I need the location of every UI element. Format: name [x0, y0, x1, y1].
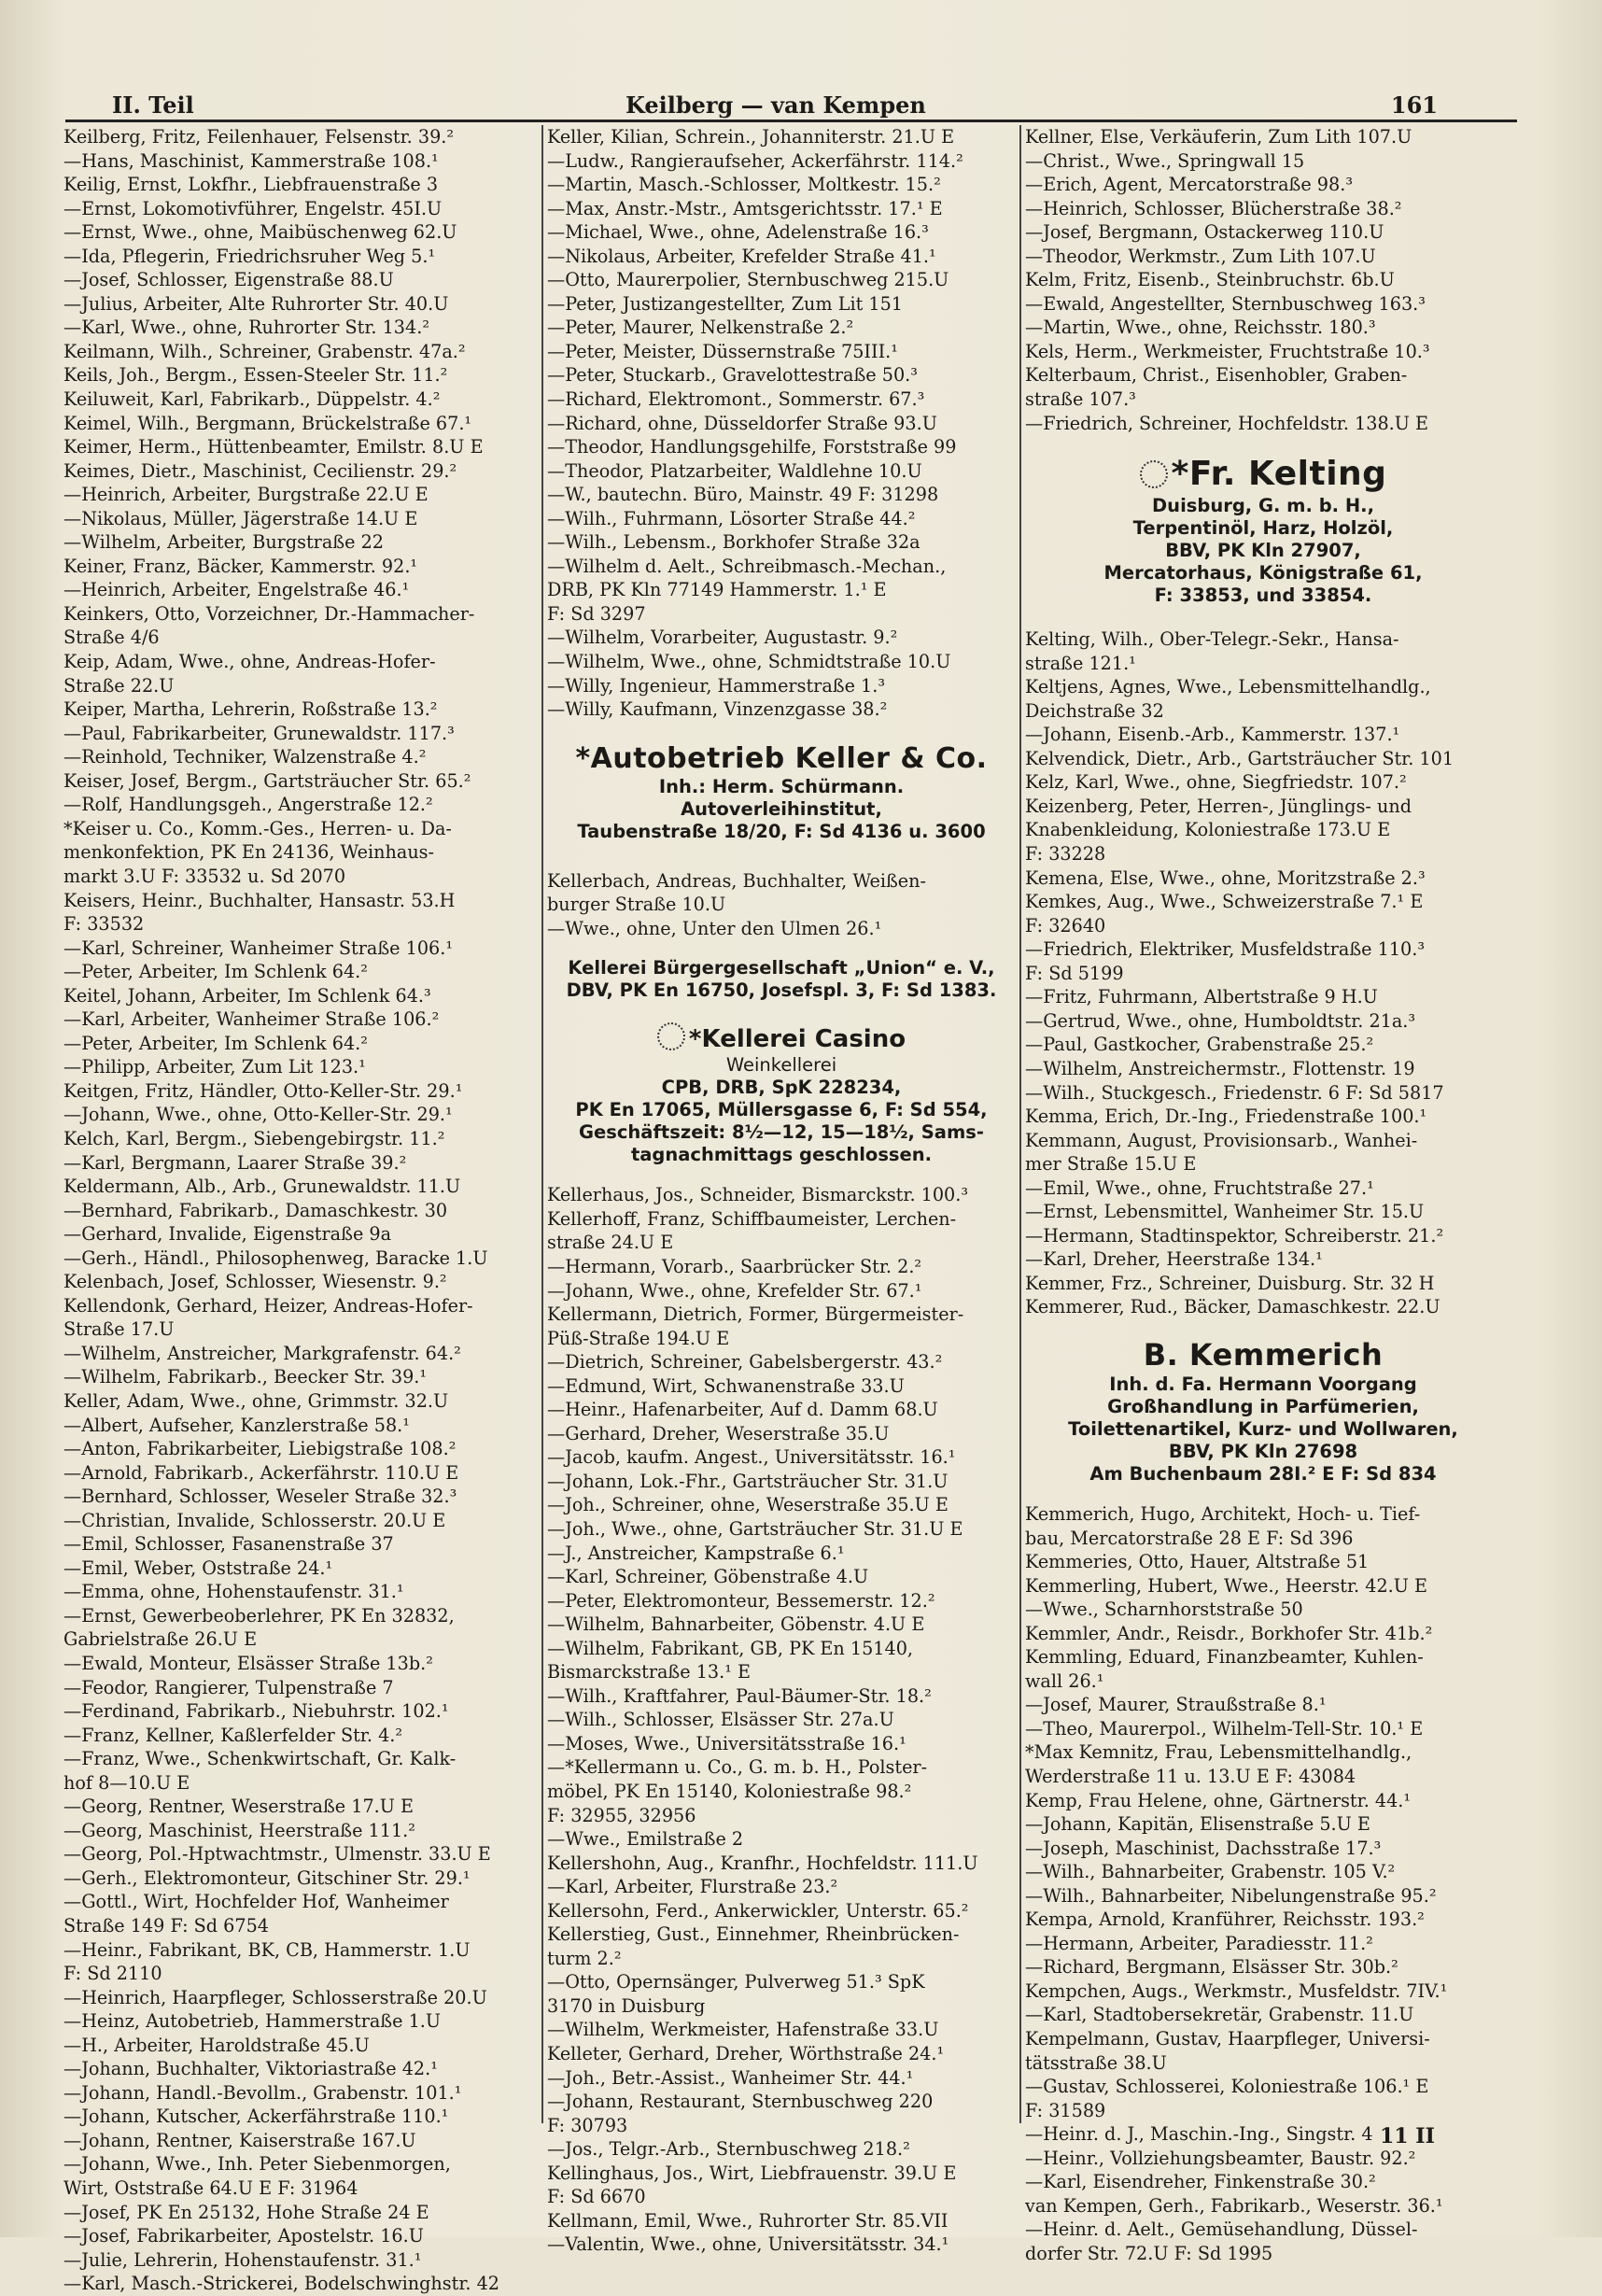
directory-entry: —Gerh., Händl., Philosophenweg, Baracke 1.U — [63, 1247, 488, 1269]
directory-entry: Kelleter, Gerhard, Dreher, Wörthstraße 24.¹ — [547, 2043, 945, 2064]
directory-entry: —Georg, Rentner, Weserstraße 17.U E — [63, 1796, 415, 1818]
directory-entry: —Fritz, Fuhrmann, Albertstraße 9 H.U — [1025, 986, 1378, 1008]
directory-entry: —Wilh., Stuckgesch., Friedenstr. 6 F: Sd 5817 — [1025, 1081, 1444, 1104]
directory-entry: Kemmling, Eduard, Finanzbeamter, Kuhlen- — [1025, 1646, 1424, 1669]
directory-entry: —Otto, Opernsänger, Pulverweg 51.³ SpK — [547, 1971, 925, 1993]
directory-entry: —Feodor, Rangierer, Tulpenstraße 7 — [63, 1676, 394, 1698]
directory-entry: —Johann, Buchhalter, Viktoriastraße 42.¹ — [63, 2058, 438, 2080]
directory-entry: —Anton, Fabrikarbeiter, Liebigstraße 108.² — [63, 1438, 457, 1460]
directory-entry: —Wilhelm, Bahnarbeiter, Göbenstr. 4.U E — [547, 1613, 925, 1636]
directory-entry: Kemena, Else, Wwe., ohne, Moritzstraße 2.³ — [1025, 866, 1426, 889]
directory-entry: —Valentin, Wwe., ohne, Universitätsstr. 34.¹ — [547, 2233, 949, 2256]
directory-entry: Gabrielstraße 26.U E — [63, 1628, 258, 1651]
ad-kellerei-union — [547, 957, 1016, 1002]
directory-entry: F: 31589 — [1025, 2099, 1106, 2121]
directory-entry: —Theodor, Werkmstr., Zum Lith 107.U — [1025, 245, 1376, 267]
directory-entry: Kemkes, Aug., Wwe., Schweizerstraße 7.¹ E — [1025, 891, 1424, 913]
directory-entry: —Heinrich, Arbeiter, Engelstraße 46.¹ — [63, 579, 410, 601]
ad-title: *Autobetrieb Keller & Co. — [575, 741, 988, 775]
directory-entry: straße 24.U E — [547, 1232, 674, 1254]
directory-entry: DRB, PK Kln 77149 Hammerstr. 1.¹ E — [547, 579, 887, 601]
directory-entry: —Franz, Kellner, Kaßlerfelder Str. 4.² — [63, 1724, 403, 1746]
directory-entry: —Heinr., Vollziehungsbeamter, Baustr. 92.² — [1025, 2147, 1416, 2169]
directory-entry: Kemma, Erich, Dr.-Ing., Friedenstraße 100.¹ — [1025, 1106, 1427, 1128]
page-number: 161 — [1390, 92, 1438, 119]
ad-fr-kelting — [1025, 454, 1501, 607]
directory-entry: Straße 149 F: Sd 6754 — [63, 1915, 270, 1937]
directory-entry: —Bernhard, Fabrikarb., Damaschkestr. 30 — [63, 1199, 448, 1221]
ad-line: Mercatorhaus, Königstraße 61, — [1103, 562, 1423, 585]
directory-entry: —Ernst, Lebensmittel, Wanheimer Str. 15.U — [1025, 1201, 1425, 1223]
directory-entry: Kempchen, Augs., Werkmstr., Musfeldstr. 7IV.¹ — [1025, 1979, 1448, 2002]
ad-line: Am Buchenbaum 28I.² E F: Sd 834 — [1089, 1462, 1437, 1485]
ad-line: DBV, PK En 16750, Josefspl. 3, F: Sd 1383. — [566, 979, 997, 1002]
directory-entry: Keip, Adam, Wwe., ohne, Andreas-Hofer- — [63, 651, 436, 673]
directory-entry: —Wilhelm, Arbeiter, Burgstraße 22 — [63, 531, 384, 554]
header-rule — [65, 120, 1517, 122]
directory-entry: Kellendonk, Gerhard, Heizer, Andreas-Hofer- — [63, 1294, 473, 1317]
directory-entry: —Gottl., Wirt, Hochfelder Hof, Wanheimer — [63, 1891, 449, 1913]
directory-entry: —Josef, Maurer, Straußstraße 8.¹ — [1025, 1694, 1327, 1716]
directory-entry: —Heinr. d. J., Maschin.-Ing., Singstr. 4 — [1025, 2123, 1373, 2146]
ad-title: B. Kemmerich — [1143, 1336, 1384, 1373]
directory-entry: —Karl, Masch.-Strickerei, Bodelschwinghstr. 42 — [63, 2273, 500, 2295]
directory-entry: Kemmerich, Hugo, Architekt, Hoch- u. Tief- — [1025, 1502, 1421, 1525]
directory-entry: Keimes, Dietr., Maschinist, Cecilienstr. 29.² — [63, 459, 457, 482]
directory-entry: bau, Mercatorstraße 28 E F: Sd 396 — [1025, 1527, 1354, 1549]
directory-entry: —W., bautechn. Büro, Mainstr. 49 F: 31298 — [547, 484, 939, 506]
ad-title: *Kellerei Casino — [688, 1025, 906, 1054]
directory-entry: Keinkers, Otto, Vorzeichner, Dr.-Hammacher- — [63, 602, 475, 625]
directory-entry: —Johann, Eisenb.-Arb., Kammerstr. 137.¹ — [1025, 724, 1400, 746]
directory-entry: —Josef, Bergmann, Ostackerweg 110.U — [1025, 221, 1384, 244]
directory-entry: Keldermann, Alb., Arb., Grunewaldstr. 11.U — [63, 1176, 461, 1198]
directory-entry: —Ewald, Monteur, Elsässer Straße 13b.² — [63, 1653, 433, 1674]
directory-entry: —H., Arbeiter, Haroldstraße 45.U — [63, 2034, 370, 2056]
directory-entry: turm 2.² — [547, 1947, 622, 1969]
directory-entry: Kellerbach, Andreas, Buchhalter, Weißen- — [547, 869, 926, 892]
directory-entry: —Ernst, Lokomotivführer, Engelstr. 45I.U — [63, 197, 443, 219]
directory-entry: —Peter, Maurer, Nelkenstraße 2.² — [547, 317, 854, 339]
directory-entry: Kellerstieg, Gust., Einnehmer, Rheinbrücken- — [547, 1923, 960, 1946]
directory-entry: tätsstraße 38.U — [1025, 2051, 1167, 2074]
directory-entry: —Georg, Maschinist, Heerstraße 111.² — [63, 1819, 415, 1841]
directory-entry: —Emma, ohne, Hohenstaufenstr. 31.¹ — [63, 1581, 404, 1603]
directory-entry: Wirt, Oststraße 64.U E F: 31964 — [63, 2177, 358, 2200]
directory-entry: Straße 4/6 — [63, 627, 160, 649]
directory-entry: Kellermann, Dietrich, Former, Bürgermeister- — [547, 1303, 964, 1326]
directory-entry: —Wilhelm d. Aelt., Schreibmasch.-Mechan., — [547, 555, 947, 577]
directory-entry: —Wilh., Lebensm., Borkhofer Straße 32a — [547, 531, 920, 554]
directory-entry: Kelenbach, Josef, Schlosser, Wiesenstr. 9.² — [63, 1271, 447, 1293]
directory-entry: —Ernst, Wwe., ohne, Maibüschenweg 62.U — [63, 221, 457, 244]
column-3 — [1025, 125, 1501, 2265]
directory-entry: —Emil, Schlosser, Fasanenstraße 37 — [63, 1533, 394, 1556]
directory-entry: Kelvendick, Dietr., Arb., Gartsträucher Str. 101 — [1025, 747, 1454, 769]
directory-entry: mer Straße 15.U E — [1025, 1153, 1197, 1176]
directory-entry: Püß-Straße 194.U E — [547, 1327, 730, 1349]
directory-entry: Kellershohn, Aug., Kranfhr., Hochfeldstr. 111.U — [547, 1852, 978, 1874]
ad-line: Toilettenartikel, Kurz- und Wollwaren, — [1068, 1417, 1458, 1440]
directory-entry: menkonfektion, PK En 24136, Weinhaus- — [63, 841, 435, 864]
directory-entry: Kemmeries, Otto, Hauer, Altstraße 51 — [1025, 1551, 1370, 1573]
directory-entry: Keitgen, Fritz, Händler, Otto-Keller-Str. 29.¹ — [63, 1079, 463, 1102]
directory-entry: —Wilh., Schlosser, Elsässer Str. 27a.U — [547, 1709, 894, 1731]
directory-entry: Kellner, Else, Verkäuferin, Zum Lith 107.U — [1025, 126, 1412, 148]
directory-entry: —Christian, Invalide, Schlosserstr. 20.U E — [63, 1509, 446, 1531]
directory-entry: —Johann, Wwe., ohne, Otto-Keller-Str. 29.¹ — [63, 1104, 453, 1126]
directory-entry: —Peter, Arbeiter, Im Schlenk 64.² — [63, 1032, 368, 1054]
directory-entry: Kellerhoff, Franz, Schiffbaumeister, Lerchen- — [547, 1207, 957, 1230]
directory-entry: —Arnold, Fabrikarb., Ackerfährstr. 110.U E — [63, 1461, 459, 1484]
directory-entry: —Reinhold, Techniker, Walzenstraße 4.² — [63, 746, 427, 768]
directory-entry: Keiner, Franz, Bäcker, Kammerstr. 92.¹ — [63, 555, 418, 577]
column-2 — [547, 125, 1016, 2257]
directory-entry: Kellinghaus, Jos., Wirt, Liebfrauenstr. 39.U E — [547, 2162, 957, 2184]
directory-entry: Straße 22.U — [63, 674, 175, 697]
directory-entry: Keizenberg, Peter, Herren-, Jünglings- und — [1025, 795, 1412, 817]
directory-entry: Kellersohn, Ferd., Ankerwickler, Unterstr. 65.² — [547, 1899, 969, 1922]
directory-entry: Keltjens, Agnes, Wwe., Lebensmittelhandlg., — [1025, 676, 1431, 698]
directory-entry: —Richard, ohne, Düsseldorfer Straße 93.U — [547, 412, 937, 434]
directory-entry: —Johann, Rentner, Kaiserstraße 167.U — [63, 2129, 416, 2151]
directory-entry: —Heinrich, Schlosser, Blücherstraße 38.² — [1025, 197, 1402, 219]
directory-entry: *Max Kemnitz, Frau, Lebensmittelhandlg., — [1025, 1741, 1412, 1764]
directory-entry: Kelch, Karl, Bergm., Siebengebirgstr. 11.² — [63, 1127, 445, 1149]
directory-entry: —*Kellermann u. Co., G. m. b. H., Polster- — [547, 1756, 928, 1779]
ad-line: Kellerei Bürgergesellschaft „Union“ e. V., — [568, 957, 995, 979]
ad-line: Inh. d. Fa. Hermann Voorgang — [1109, 1373, 1417, 1395]
directory-entry: Kels, Herm., Werkmeister, Fruchtstraße 10.³ — [1025, 340, 1430, 362]
directory-entry: Kelterbaum, Christ., Eisenhobler, Graben- — [1025, 364, 1408, 387]
directory-entry: van Kempen, Gerh., Fabrikarb., Weserstr. 36.¹ — [1025, 2194, 1443, 2217]
directory-entry: —Joh., Betr.-Assist., Wanheimer Str. 44.¹ — [547, 2066, 914, 2089]
directory-entry: —Philipp, Arbeiter, Zum Lit 123.¹ — [63, 1056, 366, 1078]
directory-entry: —Wilh., Fuhrmann, Lösorter Straße 44.² — [547, 507, 916, 529]
directory-entry: —Martin, Wwe., ohne, Reichsstr. 180.³ — [1025, 317, 1376, 339]
directory-entry: —Nikolaus, Arbeiter, Krefelder Straße 41.¹ — [547, 245, 936, 267]
directory-entry: F: 30793 — [547, 2114, 628, 2136]
directory-entry: Bismarckstraße 13.¹ E — [547, 1661, 752, 1683]
directory-entry: Keilig, Ernst, Lokfhr., Liebfrauenstraße 3 — [63, 174, 439, 196]
directory-entry: —Wilh., Kraftfahrer, Paul-Bäumer-Str. 18.² — [547, 1684, 932, 1707]
directory-entry: —Karl, Bergmann, Laarer Straße 39.² — [63, 1151, 407, 1174]
emblem-icon — [657, 1022, 685, 1050]
directory-entry: Kemmler, Andr., Reisdr., Borkhofer Str. 41b.² — [1025, 1622, 1433, 1644]
directory-entry: —Hans, Maschinist, Kammerstraße 108.¹ — [63, 149, 439, 172]
directory-entry: —Max, Anstr.-Mstr., Amtsgerichtsstr. 17.¹ E — [547, 197, 943, 219]
directory-entry: —Nikolaus, Müller, Jägerstraße 14.U E — [63, 507, 418, 529]
directory-entry: Kemmerer, Rud., Bäcker, Damaschkestr. 22.U — [1025, 1296, 1440, 1318]
directory-entry: —Josef, Fabrikarbeiter, Apostelstr. 16.U — [63, 2225, 424, 2247]
directory-entry: F: 33532 — [63, 913, 145, 936]
directory-entry: —Edmund, Wirt, Schwanenstraße 33.U — [547, 1374, 905, 1397]
directory-entry: —Willy, Kaufmann, Vinzenzgasse 38.² — [547, 698, 888, 721]
directory-entry: F: 32640 — [1025, 914, 1106, 937]
directory-entry: —Gertrud, Wwe., ohne, Humboldtstr. 21a.³ — [1025, 1009, 1416, 1032]
directory-entry: —Karl, Arbeiter, Wanheimer Straße 106.² — [63, 1008, 440, 1031]
directory-entry: —Albert, Aufseher, Kanzlerstraße 58.¹ — [63, 1414, 410, 1436]
directory-entry: —Moses, Wwe., Universitätsstraße 16.¹ — [547, 1732, 906, 1754]
directory-entry: —Josef, PK En 25132, Hohe Straße 24 E — [63, 2201, 429, 2223]
directory-entry: Keiluweit, Karl, Fabrikarb., Düppelstr. 4.² — [63, 388, 441, 411]
directory-entry: —Peter, Elektromonteur, Bessemerstr. 12.² — [547, 1589, 935, 1612]
emblem-icon — [1140, 460, 1168, 488]
directory-entry: —Heinz, Autobetrieb, Hammerstraße 1.U — [63, 2010, 442, 2033]
directory-entry: —Johann, Kutscher, Ackerfährstraße 110.¹ — [63, 2106, 449, 2128]
ad-line: Terpentinöl, Harz, Holzöl, — [1132, 517, 1394, 540]
directory-entry: —Gerh., Elektromonteur, Gitschiner Str. 29.¹ — [63, 1866, 471, 1889]
directory-entry: —Peter, Arbeiter, Im Schlenk 64.² — [63, 961, 368, 983]
directory-entry: —Wilhelm, Fabrikant, GB, PK En 15140, — [547, 1637, 914, 1659]
column-divider-1 — [541, 125, 543, 2123]
section-label: II. Teil — [112, 92, 194, 119]
directory-entry: —Johann, Kapitän, Elisenstraße 5.U E — [1025, 1813, 1370, 1836]
directory-entry: Keimer, Herm., Hüttenbeamter, Emilstr. 8.U E — [63, 436, 484, 458]
directory-entry: F: Sd 2110 — [63, 1963, 162, 1985]
directory-entry: Kellmann, Emil, Wwe., Ruhrorter Str. 85.VII — [547, 2209, 949, 2232]
directory-entry: —Peter, Meister, Düssernstraße 75III.¹ — [547, 340, 898, 362]
directory-entry: —Peter, Stuckarb., Gravelottestraße 50.³ — [547, 364, 918, 387]
directory-entry: —Gustav, Schlosserei, Koloniestraße 106.¹ E — [1025, 2076, 1429, 2098]
directory-entry: —Wilhelm, Vorarbeiter, Augustastr. 9.² — [547, 627, 898, 649]
directory-entry: —Willy, Ingenieur, Hammerstraße 1.³ — [547, 674, 886, 697]
directory-entry: —Karl, Schreiner, Göbenstraße 4.U — [547, 1566, 869, 1588]
ad-line: Duisburg, G. m. b. H., — [1152, 495, 1374, 517]
directory-entry: Keilberg, Fritz, Feilenhauer, Felsenstr. 39.² — [63, 126, 455, 148]
printer-signature: 11 II — [1380, 2124, 1435, 2148]
ad-line: BBV, PK Kln 27907, — [1165, 540, 1361, 562]
directory-entry: —Hermann, Vorarb., Saarbrücker Str. 2.² — [547, 1255, 922, 1277]
directory-entry: Kellerhaus, Jos., Schneider, Bismarckstr. 100.³ — [547, 1184, 969, 1206]
directory-entry: —Johann, Wwe., ohne, Krefelder Str. 67.¹ — [547, 1279, 922, 1302]
ad-line: BBV, PK Kln 27698 — [1168, 1440, 1358, 1462]
directory-entry: wall 26.¹ — [1025, 1669, 1104, 1692]
ad-service: Autoverleihinstitut, — [681, 797, 882, 820]
directory-entry: —Wilhelm, Werkmeister, Hafenstraße 33.U — [547, 2019, 939, 2041]
directory-entry: Kemp, Frau Helene, ohne, Gärtnerstr. 44.¹ — [1025, 1789, 1412, 1811]
directory-entry: —Richard, Bergmann, Elsässer Str. 30b.² — [1025, 1956, 1398, 1979]
directory-entry: —Karl, Schreiner, Wanheimer Straße 106.¹ — [63, 937, 454, 959]
directory-entry: —Theodor, Handlungsgehilfe, Forststraße 99 — [547, 436, 957, 458]
directory-entry: —Rolf, Handlungsgeh., Angerstraße 12.² — [63, 794, 433, 816]
directory-entry: —Jos., Telgr.-Arb., Sternbuschweg 218.² — [547, 2138, 910, 2161]
ad-owner: Inh.: Herm. Schürmann. — [658, 775, 905, 797]
directory-entry: Kemmer, Frz., Schreiner, Duisburg. Str. 32 H — [1025, 1272, 1435, 1294]
directory-entry: F: Sd 5199 — [1025, 962, 1124, 984]
directory-entry: Werderstraße 11 u. 13.U E F: 43084 — [1025, 1765, 1356, 1787]
directory-entry: —Heinr., Hafenarbeiter, Auf d. Damm 68.U — [547, 1399, 938, 1421]
page-header — [112, 86, 1438, 120]
running-title: Keilberg — van Kempen — [625, 92, 926, 119]
directory-entry: —Christ., Wwe., Springwall 15 — [1025, 149, 1305, 172]
directory-entry: —Heinr. d. Aelt., Gemüsehandlung, Düssel- — [1025, 2219, 1418, 2241]
directory-entry: —Bernhard, Schlosser, Weseler Straße 32.³ — [63, 1486, 457, 1508]
ad-address: Taubenstraße 18/20, F: Sd 4136 u. 3600 — [577, 820, 986, 842]
directory-entry: —Joh., Wwe., ohne, Gartsträucher Str. 31.U E — [547, 1517, 963, 1540]
ad-subtitle: Weinkellerei — [725, 1054, 837, 1077]
directory-entry: —Wilh., Bahnarbeiter, Nibelungenstraße 95.² — [1025, 1884, 1437, 1907]
directory-entry: —Georg, Pol.-Hptwachtmstr., Ulmenstr. 33.U E — [63, 1843, 491, 1866]
directory-entry: —Heinrich, Arbeiter, Burgstraße 22.U E — [63, 484, 429, 506]
directory-entry: —Wilhelm, Fabrikarb., Beecker Str. 39.¹ — [63, 1366, 428, 1388]
directory-entry: —Gerhard, Invalide, Eigenstraße 9a — [63, 1223, 392, 1246]
directory-entry: —Friedrich, Elektriker, Musfeldstraße 110.³ — [1025, 938, 1426, 961]
directory-entry: markt 3.U F: 33532 u. Sd 2070 — [63, 865, 346, 887]
directory-entry: Straße 17.U — [63, 1318, 175, 1341]
directory-entry: straße 121.¹ — [1025, 652, 1136, 674]
directory-entry: hof 8—10.U E — [63, 1771, 190, 1794]
directory-entry: straße 107.³ — [1025, 388, 1136, 411]
directory-entry: —Wilh., Bahnarbeiter, Grabenstr. 105 V.² — [1025, 1861, 1396, 1883]
directory-entry: —Wilhelm, Wwe., ohne, Schmidtstraße 10.U — [547, 651, 951, 673]
directory-entry: —Joh., Schreiner, ohne, Weserstraße 35.U E — [547, 1494, 949, 1516]
directory-entry: 3170 in Duisburg — [547, 1994, 706, 2017]
directory-entry: Kemmerling, Hubert, Wwe., Heerstr. 42.U E — [1025, 1574, 1428, 1597]
directory-entry: —Emil, Weber, Oststraße 24.¹ — [63, 1556, 333, 1579]
directory-entry: —Paul, Fabrikarbeiter, Grunewaldstr. 117.³ — [63, 722, 455, 744]
directory-entry: Keller, Kilian, Schrein., Johanniterstr. 21.U E — [547, 126, 955, 148]
directory-entry: Keiper, Martha, Lehrerin, Roßstraße 13.² — [63, 698, 438, 721]
directory-entry: Kempelmann, Gustav, Haarpfleger, Universi- — [1025, 2028, 1430, 2049]
directory-entry: —Karl, Stadtobersekretär, Grabenstr. 11.U — [1025, 2004, 1414, 2026]
directory-entry: Knabenkleidung, Koloniestraße 173.U E — [1025, 819, 1391, 841]
directory-entry: —Hermann, Arbeiter, Paradiesstr. 11.² — [1025, 1932, 1373, 1954]
directory-entry: Keisers, Heinr., Buchhalter, Hansastr. 53.H — [63, 889, 456, 911]
directory-entry: —Johann, Lok.-Fhr., Gartsträucher Str. 31.U — [547, 1470, 949, 1492]
directory-entry: —Friedrich, Schreiner, Hochfeldstr. 138.U E — [1025, 412, 1429, 434]
directory-entry: —Wwe., Scharnhorststraße 50 — [1025, 1599, 1303, 1621]
ad-line: tagnachmittags geschlossen. — [630, 1144, 933, 1166]
ad-line: Geschäftszeit: 8½—12, 15—18½, Sams- — [579, 1121, 984, 1144]
directory-entry: —Wwe., ohne, Unter den Ulmen 26.¹ — [547, 917, 882, 939]
directory-entry: F: 33228 — [1025, 843, 1106, 866]
ad-line: CPB, DRB, SpK 228234, — [661, 1077, 902, 1099]
ad-kellerei-casino — [547, 1022, 1016, 1166]
directory-entry: Keiser, Josef, Bergm., Gartsträucher Str. 65.² — [63, 769, 471, 792]
directory-entry: —Karl, Dreher, Heerstraße 134.¹ — [1025, 1248, 1323, 1271]
directory-entry: —Gerhard, Dreher, Weserstraße 35.U — [547, 1422, 890, 1444]
directory-entry: —Emil, Wwe., ohne, Fruchtstraße 27.¹ — [1025, 1176, 1374, 1199]
directory-entry: —Josef, Schlosser, Eigenstraße 88.U — [63, 269, 394, 291]
directory-entry: Keimel, Wilh., Bergmann, Brückelstraße 67.¹ — [63, 412, 472, 434]
directory-entry: —Wwe., Emilstraße 2 — [547, 1828, 744, 1851]
directory-entry: —Ewald, Angestellter, Sternbuschweg 163.³ — [1025, 292, 1426, 315]
directory-entry: *Keiser u. Co., Komm.-Ges., Herren- u. Da- — [63, 817, 452, 839]
ad-autobetrieb-keller — [547, 742, 1016, 843]
directory-entry: —Julius, Arbeiter, Alte Ruhrorter Str. 40.U — [63, 292, 449, 315]
directory-entry: F: Sd 3297 — [547, 602, 646, 625]
directory-entry: —Heinrich, Haarpfleger, Schlosserstraße 20.U — [63, 1986, 487, 2008]
directory-entry: F: Sd 6670 — [547, 2186, 646, 2208]
directory-entry: Kempa, Arnold, Kranführer, Reichsstr. 193.² — [1025, 1909, 1425, 1931]
directory-entry: —Michael, Wwe., ohne, Adelenstraße 16.³ — [547, 221, 929, 244]
directory-entry: —Ida, Pflegerin, Friedrichsruher Weg 5.¹ — [63, 245, 436, 267]
directory-entry: F: 32955, 32956 — [547, 1804, 696, 1826]
directory-entry: —Martin, Masch.-Schlosser, Moltkestr. 15.² — [547, 174, 941, 196]
directory-entry: Keils, Joh., Bergm., Essen-Steeler Str. 11.² — [63, 364, 448, 387]
directory-entry: —Heinr., Fabrikant, BK, CB, Hammerstr. 1.U — [63, 1938, 471, 1961]
directory-entry: —Peter, Justizangestellter, Zum Lit 151 — [547, 292, 904, 315]
directory-entry: möbel, PK En 15140, Koloniestraße 98.² — [547, 1780, 912, 1802]
directory-entry: —Karl, Eisendreher, Finkenstraße 30.² — [1025, 2171, 1376, 2193]
ad-line: F: 33853, und 33854. — [1154, 585, 1372, 607]
ad-title: *Fr. Kelting — [1171, 455, 1387, 494]
directory-entry: —Joseph, Maschinist, Dachsstraße 17.³ — [1025, 1837, 1382, 1859]
directory-entry: dorfer Str. 72.U F: Sd 1995 — [1025, 2242, 1273, 2264]
directory-entry: —Karl, Wwe., ohne, Ruhrorter Str. 134.² — [63, 317, 430, 339]
ad-b-kemmerich — [1025, 1336, 1501, 1486]
directory-entry: —Richard, Elektromont., Sommerstr. 67.³ — [547, 388, 925, 411]
directory-entry: —Wilhelm, Anstreicher, Markgrafenstr. 64.² — [63, 1342, 461, 1364]
directory-entry: —Theodor, Platzarbeiter, Waldlehne 10.U — [547, 459, 922, 482]
directory-entry: —Otto, Maurerpolier, Sternbuschweg 215.U — [547, 269, 949, 291]
directory-entry: Kelting, Wilh., Ober-Telegr.-Sekr., Hansa- — [1025, 628, 1399, 651]
directory-entry: —Theo, Maurerpol., Wilhelm-Tell-Str. 10.¹ E — [1025, 1717, 1424, 1740]
directory-entry: —Erich, Agent, Mercatorstraße 98.³ — [1025, 174, 1354, 196]
directory-entry: Keilmann, Wilh., Schreiner, Grabenstr. 47a.² — [63, 340, 466, 362]
directory-entry: Kelz, Karl, Wwe., ohne, Siegfriedstr. 107.² — [1025, 771, 1407, 794]
directory-entry: —Jacob, kaufm. Angest., Universitätsstr. 16.¹ — [547, 1446, 956, 1469]
directory-entry: —Johann, Handl.-Bevollm., Grabenstr. 101.¹ — [63, 2081, 462, 2104]
ad-line: Großhandlung in Parfümerien, — [1107, 1395, 1419, 1417]
directory-entry: —Wilhelm, Anstreichermstr., Flottenstr. 19 — [1025, 1057, 1415, 1079]
directory-entry: burger Straße 10.U — [547, 894, 726, 916]
ad-line: PK En 17065, Müllersgasse 6, F: Sd 554, — [575, 1099, 988, 1121]
directory-entry: —Dietrich, Schreiner, Gabelsbergerstr. 43.² — [547, 1351, 943, 1373]
directory-entry: —Karl, Arbeiter, Flurstraße 23.² — [547, 1876, 838, 1898]
directory-entry: —Julie, Lehrerin, Hohenstaufenstr. 31.¹ — [63, 2248, 422, 2271]
directory-entry: —Johann, Restaurant, Sternbuschweg 220 — [547, 2091, 934, 2113]
column-1 — [63, 125, 538, 2296]
directory-entry: Keitel, Johann, Arbeiter, Im Schlenk 64.³ — [63, 984, 431, 1007]
directory-entry: —Ludw., Rangieraufseher, Ackerfährstr. 114.² — [547, 149, 963, 172]
column-divider-2 — [1019, 125, 1021, 2123]
directory-entry: Kelm, Fritz, Eisenb., Steinbruchstr. 6b.U — [1025, 269, 1395, 291]
directory-entry: —Franz, Wwe., Schenkwirtschaft, Gr. Kalk- — [63, 1748, 457, 1770]
directory-entry: —J., Anstreicher, Kampstraße 6.¹ — [547, 1542, 845, 1564]
directory-entry: —Ernst, Gewerbeoberlehrer, PK En 32832, — [63, 1604, 455, 1627]
directory-entry: —Ferdinand, Fabrikarb., Niebuhrstr. 102.¹ — [63, 1700, 449, 1723]
directory-entry: Kemmann, August, Provisionsarb., Wanhei- — [1025, 1129, 1418, 1151]
directory-entry: —Hermann, Stadtinspektor, Schreiberstr. 21.² — [1025, 1224, 1444, 1247]
directory-entry: Keller, Adam, Wwe., ohne, Grimmstr. 32.U — [63, 1389, 449, 1412]
directory-entry: —Johann, Wwe., Inh. Peter Siebenmorgen, — [63, 2153, 451, 2176]
directory-entry: Deichstraße 32 — [1025, 699, 1164, 722]
directory-entry: —Paul, Gastkocher, Grabenstraße 25.² — [1025, 1034, 1374, 1056]
